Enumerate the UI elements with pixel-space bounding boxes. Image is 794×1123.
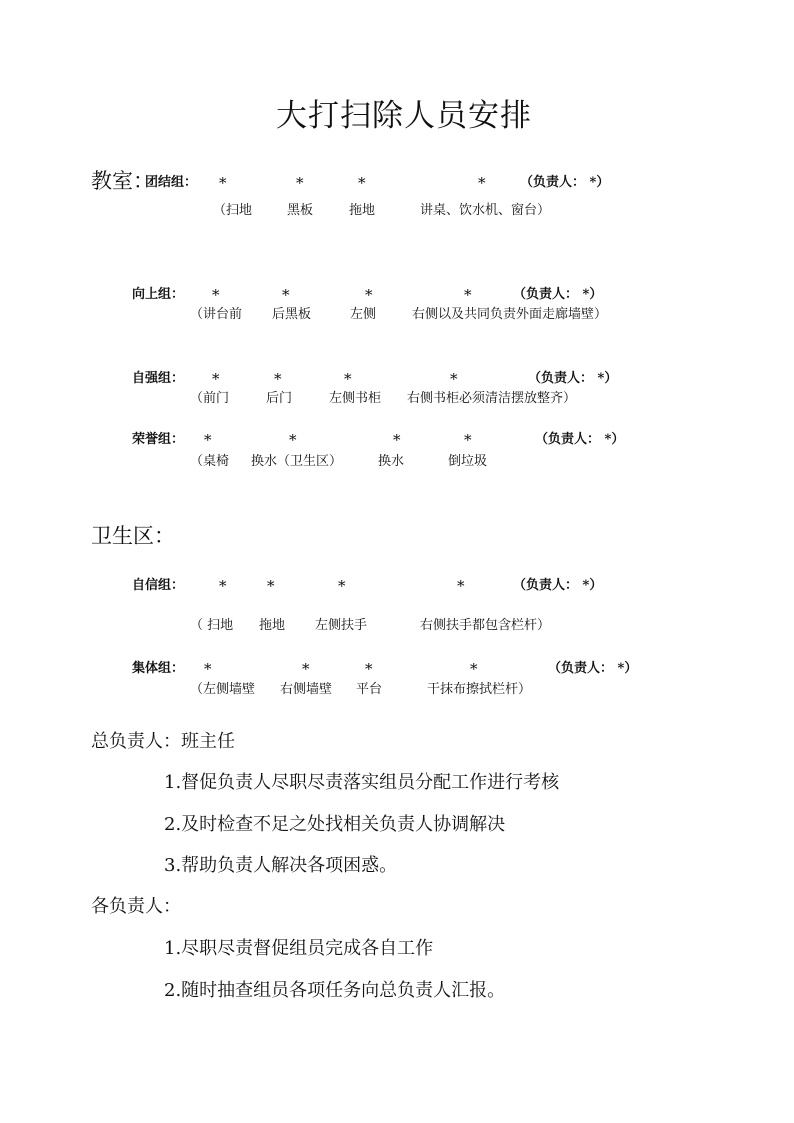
member-marker: * [457,577,465,595]
group-name: 自信组： [132,578,185,593]
member-marker: * [338,577,346,595]
task-item: 拖地 [259,618,286,633]
member-marker: * [365,286,373,304]
task-item: 换水 [378,454,405,469]
member-marker: * [470,660,478,678]
member-marker: * [365,660,373,678]
task-item: 倒垃圾 [448,454,488,469]
member-marker: * [393,431,401,449]
member-marker: * [274,370,282,388]
task-item: 黑板 [287,203,314,218]
member-marker: * [267,577,275,595]
section-heading-classroom: 教室： [91,169,154,193]
task-item: 右侧墙壁 [280,682,333,697]
task-item: 拖地 [349,203,376,218]
task-item: 右侧以及共同负责外面走廊墙壁） [412,307,608,322]
task-item: 右侧扶手都包含栏杆） [420,618,551,633]
each-lead-item: 1.尽职尽责督促组员完成各自工作 [164,938,434,959]
task-item: 右侧书柜必须清洁摆放整齐） [407,391,577,406]
member-marker: * [302,660,310,678]
member-marker: * [464,286,472,304]
task-item: 左侧 [350,307,377,322]
member-marker: * [358,174,366,192]
member-marker: * [464,431,472,449]
group-leader: （负责人： *） [520,175,610,190]
member-marker: * [204,431,212,449]
task-item: （扫地 [213,203,253,218]
task-item: 平台 [356,682,383,697]
group-leader: （负责人： *） [528,371,618,386]
member-marker: * [212,286,220,304]
task-item: 后黑板 [272,307,312,322]
member-marker: * [219,577,227,595]
task-item: 左侧书柜 [329,391,382,406]
member-marker: * [289,431,297,449]
each-lead-heading: 各负责人： [91,896,181,917]
task-item: （左侧墙壁 [190,682,256,697]
group-leader: （负责人： *） [513,578,603,593]
member-marker: * [478,174,486,192]
group-name: 向上组： [132,287,185,302]
task-item: （前门 [190,391,230,406]
task-item: 左侧扶手 [315,618,368,633]
group-leader: （负责人： *） [513,287,603,302]
task-item: 讲桌、饮水机、窗台） [420,203,551,218]
general-lead-item: 1.督促负责人尽职尽责落实组员分配工作进行考核 [164,772,560,793]
task-item: 换水（卫生区） [251,454,343,469]
member-marker: * [344,370,352,388]
task-item: 干抹布擦拭栏杆） [427,682,532,697]
group-leader: （负责人： *） [548,661,638,676]
member-marker: * [296,174,304,192]
member-marker: * [212,370,220,388]
group-leader: （负责人： *） [535,432,625,447]
group-name: 集体组： [132,661,185,676]
general-lead-heading: 总负责人：班主任 [91,731,235,752]
member-marker: * [282,286,290,304]
task-item: （讲台前 [190,307,243,322]
member-marker: * [450,370,458,388]
section-heading-hygiene-area: 卫生区： [91,524,175,548]
task-item: （桌椅 [190,454,230,469]
group-name: 团结组： [145,175,198,190]
task-item: （ 扫地 [190,618,234,633]
group-name: 荣誉组： [132,432,185,447]
group-name: 自强组： [132,371,185,386]
task-item: 后门 [266,391,293,406]
member-marker: * [204,660,212,678]
general-lead-item: 3.帮助负责人解决各项困惑。 [164,855,398,876]
page-title: 大打扫除人员安排 [276,98,532,134]
each-lead-item: 2.随时抽查组员各项任务向总负责人汇报。 [164,980,506,1001]
member-marker: * [219,174,227,192]
general-lead-item: 2.及时检查不足之处找相关负责人协调解决 [164,814,506,835]
